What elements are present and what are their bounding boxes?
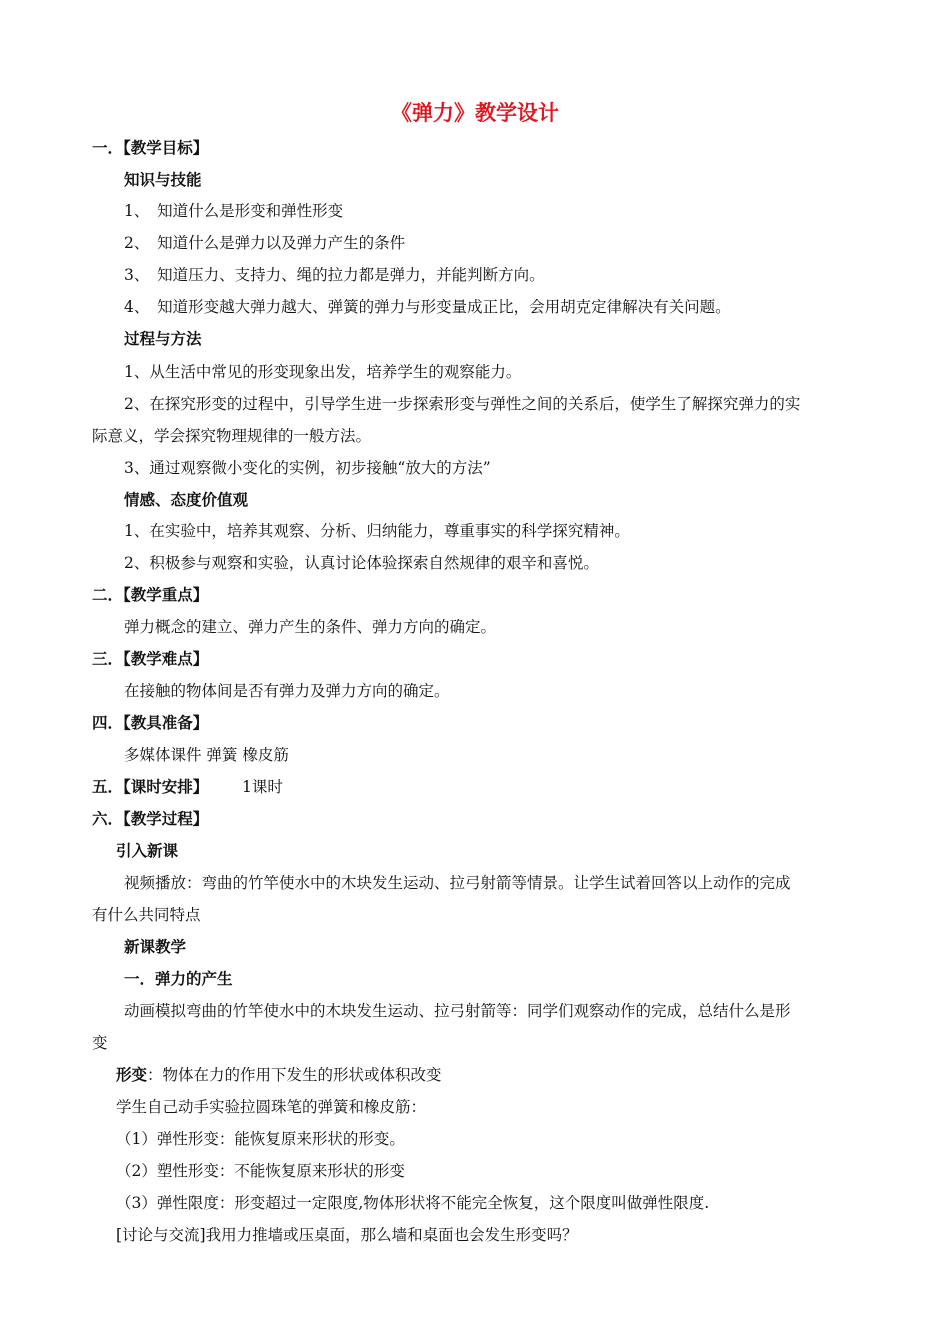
section-heading-materials: 四．【教具准备】 xyxy=(92,714,209,732)
subheading-intro: 引入新课 xyxy=(116,842,179,860)
process-item-continued: 际意义，学会探究物理规律的一般方法。 xyxy=(92,427,372,445)
attitude-item: 2、积极参与观察和实验，认真讨论体验探索自然规律的艰辛和喜悦。 xyxy=(124,554,599,572)
list-item: （3）弹性限度：形变超过一定限度,物体形状将不能完全恢复，这个限度叫做弹性限度. xyxy=(116,1194,710,1212)
experiment-text: 学生自己动手实验拉圆珠笔的弹簧和橡皮筋： xyxy=(116,1098,427,1116)
list-item: （1）弹性形变：能恢复原来形状的形变。 xyxy=(116,1130,405,1148)
document-title: 《弹力》教学设计 xyxy=(391,101,559,125)
animation-line-continued: 变 xyxy=(92,1034,108,1052)
section-heading-key-points: 二．【教学重点】 xyxy=(92,586,209,604)
section-heading-procedure: 六．【教学过程】 xyxy=(92,810,209,828)
schedule-text: 1课时 xyxy=(242,778,283,796)
key-points-text: 弹力概念的建立、弹力产生的条件、弹力方向的确定。 xyxy=(124,618,497,636)
subheading-new-lesson: 新课教学 xyxy=(124,938,187,956)
subheading-attitude: 情感、态度价值观 xyxy=(124,491,249,509)
difficulties-text: 在接触的物体间是否有弹力及弹力方向的确定。 xyxy=(124,682,450,700)
attitude-item: 1、在实验中，培养其观察、分析、归纳能力，尊重事实的科学探究精神。 xyxy=(124,522,630,540)
definition-label: 形变 xyxy=(116,1066,148,1084)
definition-deformation xyxy=(116,1064,442,1086)
process-item: 2、在探究形变的过程中，引导学生进一步探索形变与弹性之间的关系后，使学生了解探究弹力的实 xyxy=(124,395,801,413)
process-item: 3、通过观察微小变化的实例，初步接触“放大的方法” xyxy=(124,459,491,477)
subheading-knowledge: 知识与技能 xyxy=(124,171,202,189)
discussion-text: [讨论与交流]我用力推墙或压桌面，那么墙和桌面也会发生形变吗？ xyxy=(116,1226,578,1244)
knowledge-item: 2、 知道什么是弹力以及弹力产生的条件 xyxy=(124,234,406,252)
process-item: 1、从生活中常见的形变现象出发，培养学生的观察能力。 xyxy=(124,363,522,381)
definition-text: ：物体在力的作用下发生的形状或体积改变 xyxy=(147,1066,442,1084)
subheading-process: 过程与方法 xyxy=(124,330,202,348)
animation-line: 动画模拟弯曲的竹竿使水中的木块发生运动、拉弓射箭等：同学们观察动作的完成，总结什么是形 xyxy=(124,1002,791,1020)
intro-line: 视频播放：弯曲的竹竿使水中的木块发生运动、拉弓射箭等情景。让学生试着回答以上动作的完成 xyxy=(124,874,791,892)
list-item: （2）塑性形变：不能恢复原来形状的形变 xyxy=(116,1162,405,1180)
subheading-elastic-origin: 一．弹力的产生 xyxy=(124,970,233,988)
section-heading-schedule: 五．【课时安排】 xyxy=(92,778,209,796)
intro-line-continued: 有什么共同特点 xyxy=(92,906,201,924)
section-heading-objectives: 一．【教学目标】 xyxy=(92,139,209,157)
knowledge-item: 1、 知道什么是形变和弹性形变 xyxy=(124,202,344,220)
materials-text: 多媒体课件 弹簧 橡皮筋 xyxy=(124,746,289,764)
knowledge-item: 3、 知道压力、支持力、绳的拉力都是弹力，并能判断方向。 xyxy=(124,266,545,284)
section-heading-difficulties: 三．【教学难点】 xyxy=(92,650,209,668)
knowledge-item: 4、 知道形变越大弹力越大、弹簧的弹力与形变量成正比，会用胡克定律解决有关问题。 xyxy=(124,298,731,316)
